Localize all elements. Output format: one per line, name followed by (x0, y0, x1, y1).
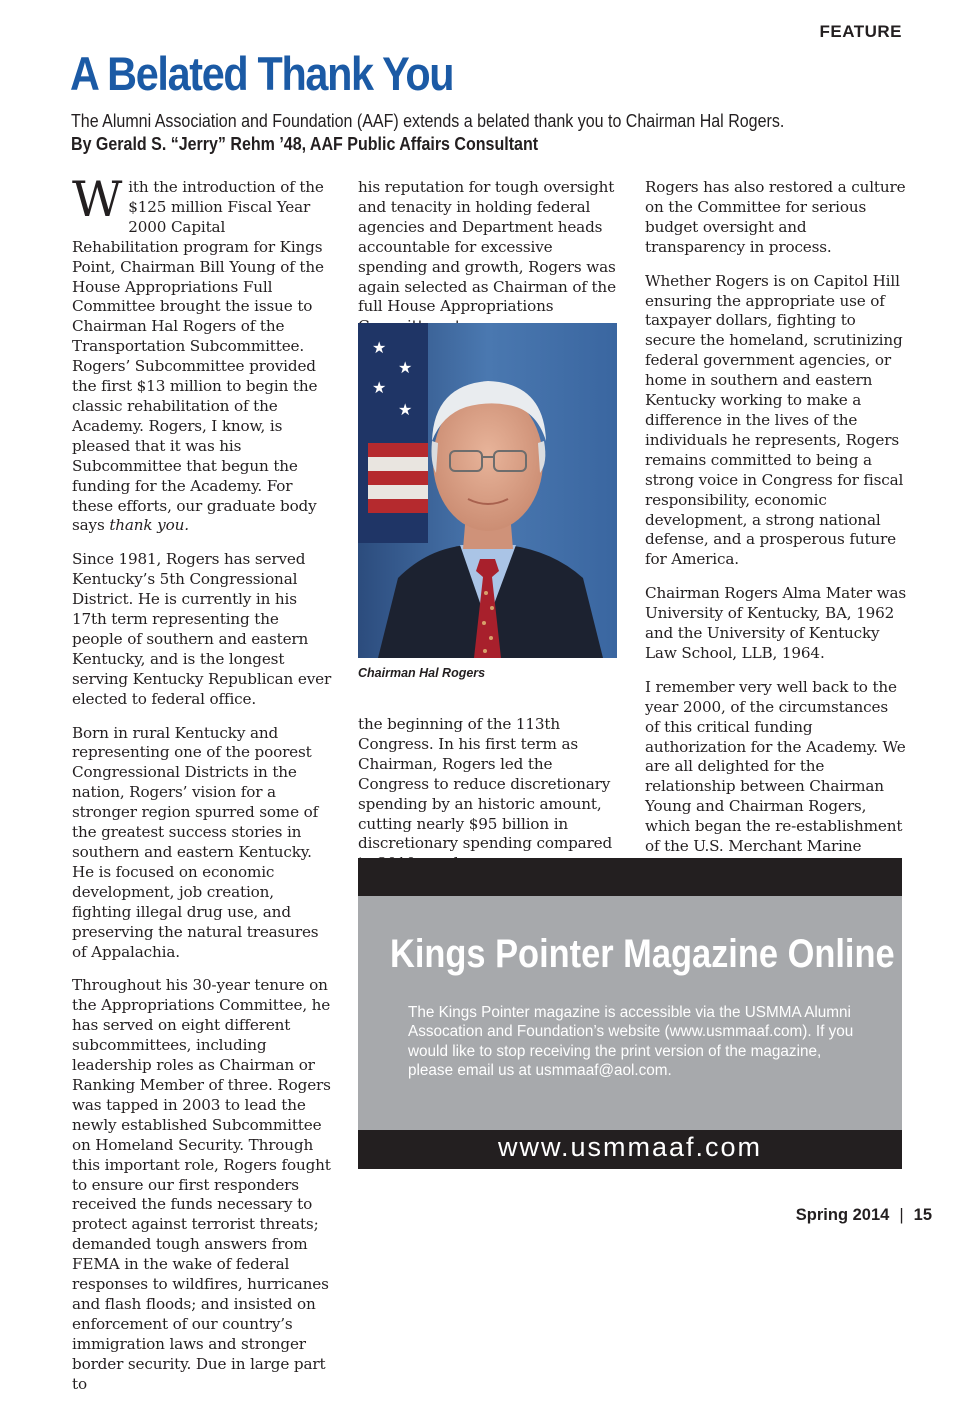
portrait-photo (358, 323, 617, 658)
paragraph-7: Rogers has also restored a culture on the Committee for serious budget oversight and transparency in process. (645, 178, 906, 256)
page-footer (796, 1206, 932, 1225)
article-deck: The Alumni Association and Foundation (AAF) extends a belated thank you to Chairman Hal Rogers. (71, 111, 785, 131)
svg-text:★: ★ (372, 378, 387, 397)
promo-body: The Kings Pointer magazine is accessible via the USMMA Alumni Assocation and Foundation’s website (www.usmmaaf.com). If you would like to stop receiving the print version of the magazine, please email us at usmmaaf@aol.com. (408, 1004, 854, 1079)
promo-title: Kings Pointer Magazine Online (390, 932, 895, 976)
paragraph-1-text: ith the introduction of the $125 million Fiscal Year 2000 Capital Rehabilitation program for Kings Point, Chairman Bill Young of the House Appropriations Full Committee brought the issue to Chairman Hal Rogers of the Transportation Subcommittee. Rogers’ Subcommittee provided the first $13 million to begin the classic rehabilitation of the Academy. Rogers, I know, is pleased that it was his Subcommittee that begun the funding for the Academy. For these efforts, our graduate body says (72, 178, 324, 535)
promo-top-bar (358, 858, 902, 896)
paragraph-3: Born in rural Kentucky and representing one of the poorest Congressional Districts in the nation, Rogers’ vision for a stronger region spurred some of the greatest success stories in southern and eastern Kentucky. He is focused on economic development, job creation, fighting illegal drug use, and preserving the natural treasures of Appalachia. (72, 723, 319, 961)
paragraph-10: I remember very well back to the year 2000, of the circumstances of this critical funding authorization for the Academy. We are all delighted for the relationship between Chairman Young and Chairman Rogers, which began the re-establishment of the U.S. Merchant Marine (645, 677, 906, 856)
svg-text:★: ★ (398, 400, 413, 419)
paragraph-1 (72, 171, 332, 536)
article-byline: By Gerald S. “Jerry” Rehm ’48, AAF Public Affairs Consultant (71, 134, 539, 154)
paragraph-5: his reputation for tough oversight and tenacity in holding federal agencies and Department heads accountable for excessive spending and growth, Rogers was again selected as Chairman of the full House Appropriations (358, 178, 616, 316)
promo-box (358, 858, 902, 1169)
promo-url-link[interactable]: www.usmmaaf.com (497, 1132, 763, 1162)
flag-shape (358, 323, 428, 543)
paragraph-2: Since 1981, Rogers has served Kentucky’s 5th Congressional District. He is currently in his 17th term representing the people of southern and eastern Kentucky, and is the longest serving Kentucky Republican ever elected to federal office. (72, 550, 332, 708)
issue-label: Spring 2014 (795, 1206, 890, 1224)
photo-caption: Chairman Hal Rogers (358, 666, 486, 680)
footer-separator: | (899, 1206, 904, 1224)
article-title: A Belated Thank You (70, 47, 454, 100)
article-column-1 (72, 171, 332, 1408)
page-number: 15 (913, 1206, 932, 1224)
paragraph-9: Chairman Rogers Alma Mater was University of Kentucky, BA, 1962 and the University of Kentucky Law School, LLB, 1964. (645, 584, 907, 662)
section-label: FEATURE (819, 22, 902, 41)
article-column-3 (645, 178, 907, 931)
paragraph-1-italic: thank you. (109, 516, 189, 535)
paragraph-8: Whether Rogers is on Capitol Hill ensuring the appropriate use of taxpayer dollars, fighting to secure the homeland, scrutinizing federal government agencies, or home in southern and eastern Kentucky working to make a difference in the lives of the individuals he represents, Rogers remains committed to being a strong voice in Congress for fiscal responsibility, economic development, a strong national defense, and a prosperous future for America. (645, 271, 904, 569)
svg-text:★: ★ (398, 358, 413, 377)
promo-bottom-bar (358, 1130, 902, 1169)
svg-text:★: ★ (372, 338, 387, 357)
paragraph-6: the beginning of the 113th Congress. In his first term as Chairman, Rogers led the Congress to reduce discretionary spending by an historic amount, cutting nearly $95 billion in discretionary spending compared (358, 715, 613, 853)
paragraph-4: Throughout his 30-year tenure on the Appropriations Committee, he has served on eight different subcommittees, including leadership roles as Chairman or Ranking Member of three. Rogers was tapped in 2003 to lead the newly established Subcommittee on Homeland Security. Through this important role, Rogers fought to ensure our first responders received the funds necessary to protect against terrorist threats; demanded tough answers from FEMA in the wake of federal responses to wildfires, hurricanes and flash floods; and insisted on enforcement of our country’s immigration laws and stronger border security. Due in large part to (72, 976, 331, 1393)
drop-cap: W (72, 171, 123, 228)
